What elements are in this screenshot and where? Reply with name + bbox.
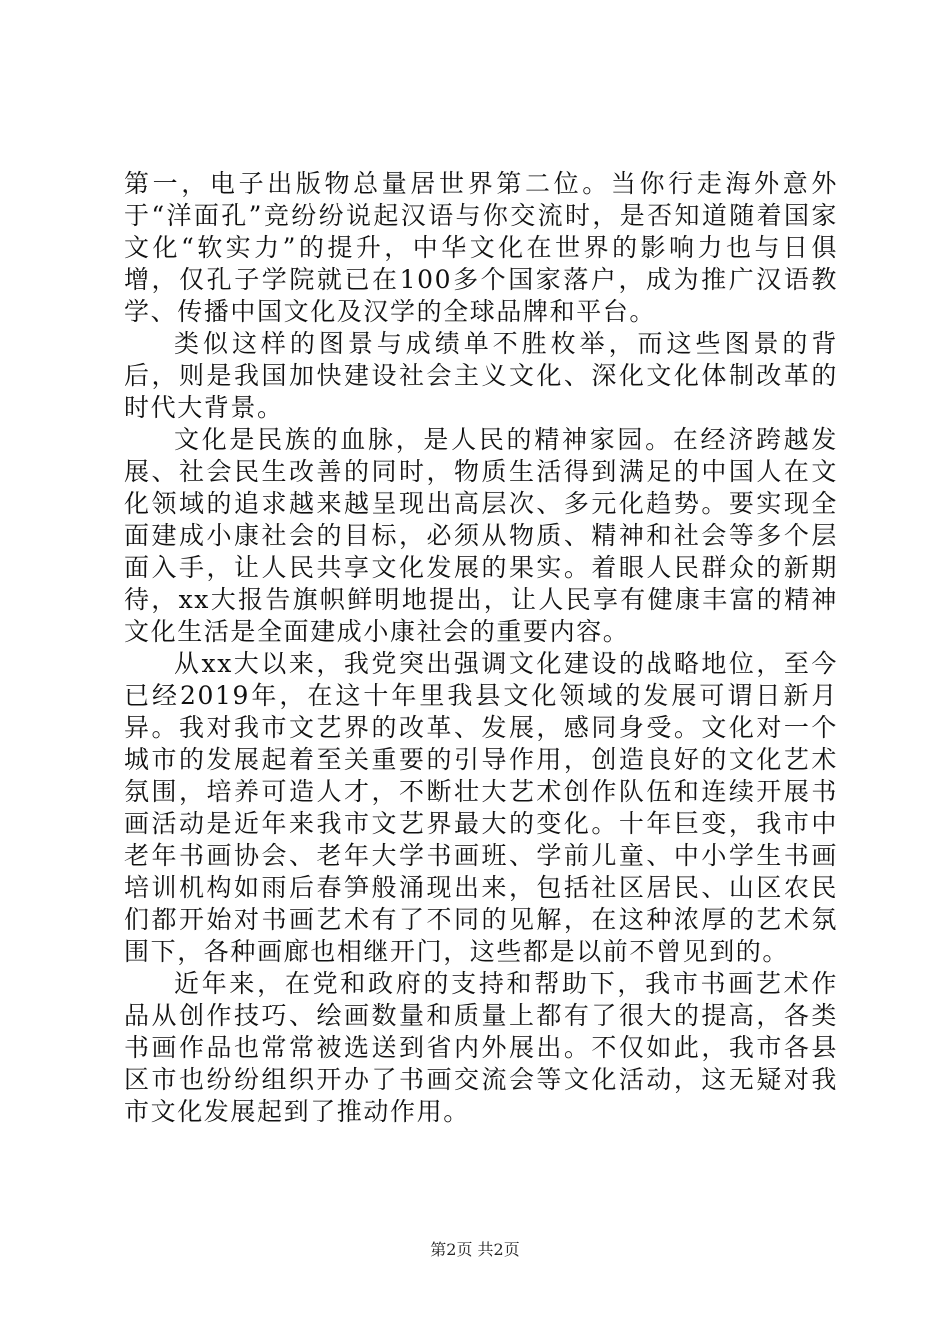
page-number-footer: 第2页 共2页	[430, 1240, 520, 1259]
paragraph: 近年来，在党和政府的支持和帮助下，我市书画艺术作品从创作技巧、绘画数量和质量上都有了很大的提高，各类书画作品也常常被选送到省内外展出。不仅如此，我市各县区市也纷纷组织开办了书画交流会等文化活动，这无疑对我市文化发展起到了推动作用。	[124, 969, 838, 1126]
paragraph: 文化是民族的血脉，是人民的精神家园。在经济跨越发展、社会民生改善的同时，物质生活得到满足的中国人在文化领域的追求越来越呈现出高层次、多元化趋势。要实现全面建成小康社会的目标，必须从物质、精神和社会等多个层面入手，让人民共享文化发展的果实。着眼人民群众的新期待，xx大报告旗帜鲜明地提出，让人民享有健康丰富的精神文化生活是全面建成小康社会的重要内容。	[124, 425, 838, 646]
paragraph: 类似这样的图景与成绩单不胜枚举，而这些图景的背后，则是我国加快建设社会主义文化、深化文化体制改革的时代大背景。	[124, 329, 838, 422]
document-body	[124, 168, 838, 1128]
paragraph: 从xx大以来，我党突出强调文化建设的战略地位，至今已经2019年，在这十年里我县文化领域的发展可谓日新月异。我对我市文艺界的改革、发展，感同身受。文化对一个城市的发展起着至关重要的引导作用，创造良好的文化艺术氛围，培养可造人才，不断壮大艺术创作队伍和连续开展书画活动是近年来我市文艺界最大的变化。十年巨变，我市中老年书画协会、老年大学书画班、学前儿童、中小学生书画培训机构如雨后春笋般涌现出来，包括社区居民、山区农民们都开始对书画艺术有了不同的见解，在这种浓厚的艺术氛围下，各种画廊也相继开门，这些都是以前不曾见到的。	[124, 649, 838, 966]
paragraph-continued: 第一，电子出版物总量居世界第二位。当你行走海外意外于“洋面孔”竞纷纷说起汉语与你交流时，是否知道随着国家文化“软实力”的提升，中华文化在世界的影响力也与日俱增，仅孔子学院就已在100多个国家落户，成为推广汉语教学、传播中国文化及汉学的全球品牌和平台。	[124, 169, 838, 326]
